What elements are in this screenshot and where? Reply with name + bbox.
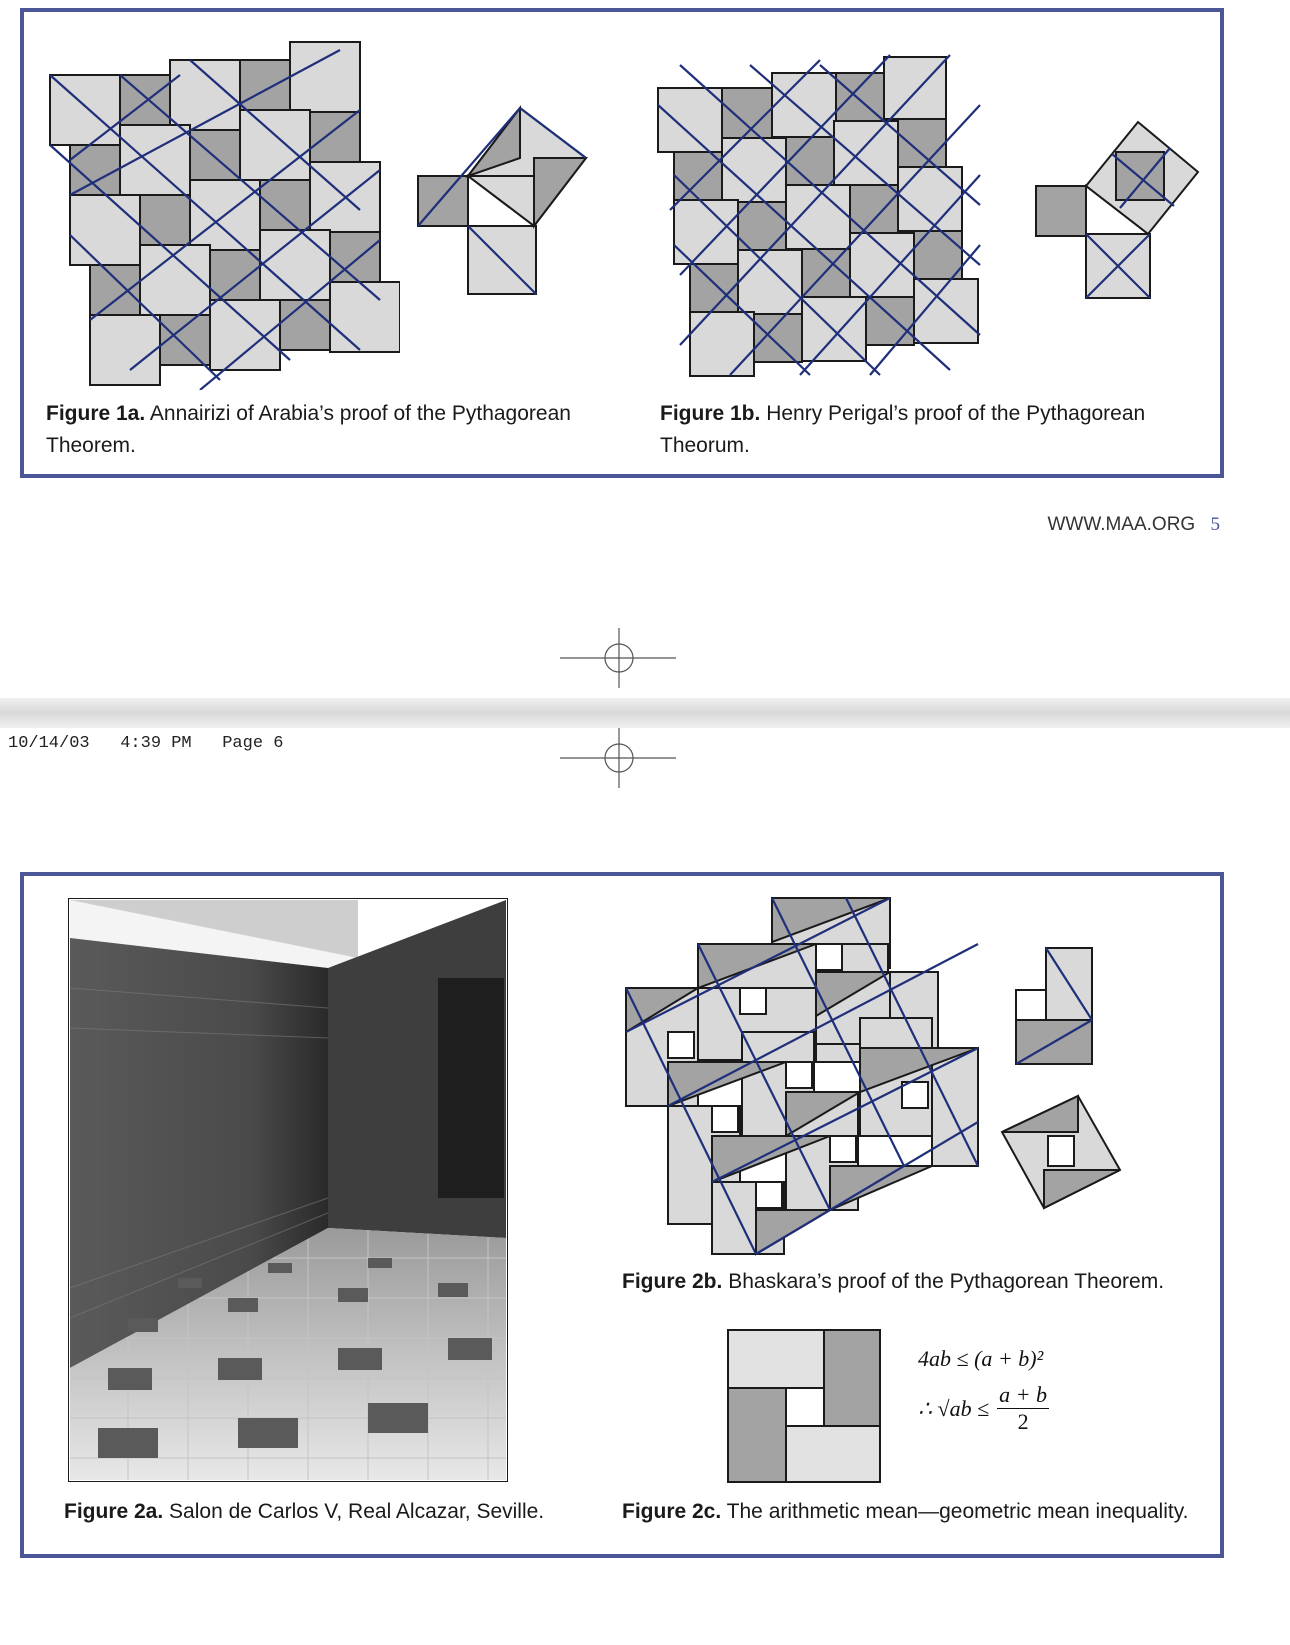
fig1b-caption	[660, 398, 1200, 462]
fig1a-text: Annairizi of Arabia’s proof of the Pythagorean Theorem.	[46, 402, 571, 457]
fig2b-text: Bhaskara’s proof of the Pythagorean Theorem.	[728, 1270, 1165, 1293]
fig2c-caption	[622, 1496, 1212, 1528]
fig1b-text: Henry Perigal’s proof of the Pythagorean Theorum.	[660, 402, 1146, 457]
fig2a-caption	[64, 1496, 564, 1528]
formula-line-2	[918, 1382, 1049, 1435]
fig1a-key-diagram	[410, 100, 600, 310]
fig2b-key-diagram-bottom	[996, 1088, 1126, 1218]
site-url: WWW.MAA.ORG	[1047, 514, 1196, 535]
fig2a-photo	[68, 898, 508, 1482]
fig1b-key-diagram	[1030, 110, 1210, 310]
fig2c-square-diagram	[724, 1326, 884, 1486]
fig1a-caption	[46, 398, 606, 462]
page-number: 5	[1210, 514, 1220, 535]
registration-mark-bottom	[560, 728, 680, 790]
fig1a-label: Figure 1a.	[46, 402, 146, 425]
formula-fraction	[997, 1382, 1049, 1435]
fig2c-label: Figure 2c.	[622, 1500, 722, 1523]
formula-numerator: a + b	[999, 1382, 1048, 1407]
fig2b-caption	[622, 1266, 1212, 1298]
page-footer	[980, 514, 1220, 536]
slug-line: 10/14/03 4:39 PM Page 6	[8, 734, 284, 753]
fig1b-tiling	[650, 45, 990, 385]
fig1a-tiling	[40, 30, 400, 390]
fig2a-text: Salon de Carlos V, Real Alcazar, Seville.	[169, 1500, 545, 1523]
formula-denominator: 2	[1017, 1409, 1029, 1434]
registration-mark-top	[560, 628, 680, 690]
formula-line-1: 4ab ≤ (a + b)²	[918, 1346, 1044, 1371]
formula-line-2-prefix: ∴ √ab ≤	[918, 1395, 990, 1421]
fig2b-key-diagram-top	[1012, 944, 1096, 1068]
fig2b-label: Figure 2b.	[622, 1270, 723, 1293]
fig1b-label: Figure 1b.	[660, 402, 761, 425]
page-gutter	[0, 698, 1290, 728]
fig2c-text: The arithmetic mean—geometric mean inequality.	[726, 1500, 1189, 1523]
amgm-formula	[918, 1346, 1049, 1435]
fig2b-tiling	[620, 892, 990, 1258]
fig2a-label: Figure 2a.	[64, 1500, 164, 1523]
